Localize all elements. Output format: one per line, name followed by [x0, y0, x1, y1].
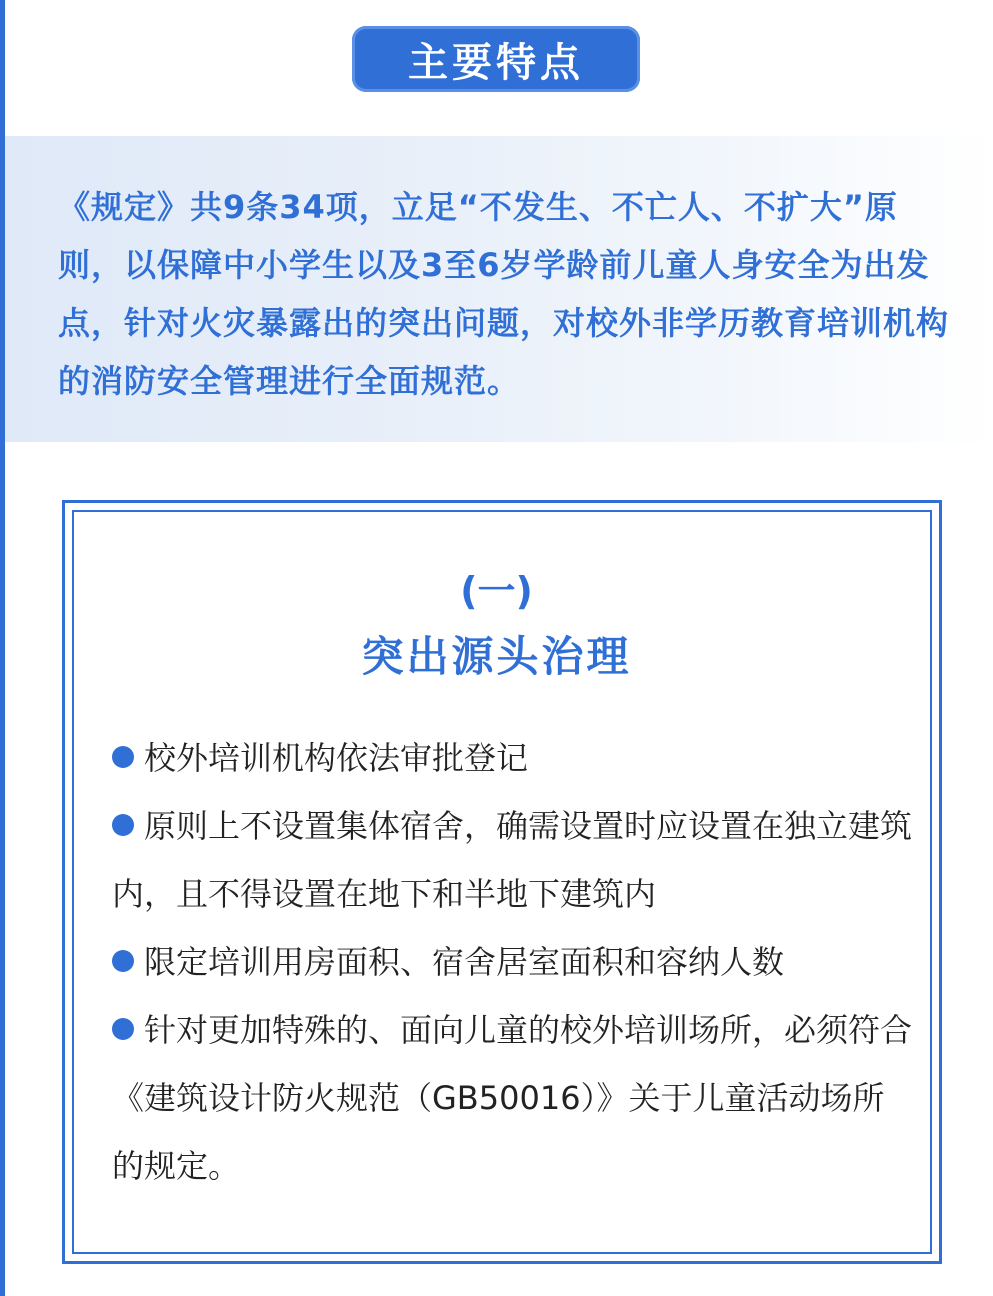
- bullet-dot-icon: [112, 746, 134, 768]
- subsection-number: (一): [460, 569, 533, 613]
- list-item-text: 针对更加特殊的、面向儿童的校外培训场所，必须符合《建筑设计防火规范（GB50016）》关于儿童活动场所的规定。: [112, 1011, 913, 1185]
- intro-paragraph: 《规定》共9条34项，立足“不发生、不亡人、不扩大”原则，以保障中小学生以及3至6岁学龄前儿童人身安全为出发点，针对火灾暴露出的突出问题，对校外非学历教育培训机构的消防安全管理进行全面规范。: [58, 188, 950, 400]
- list-item-text: 限定培训用房面积、宿舍居室面积和容纳人数: [144, 943, 785, 981]
- subsection-title: 突出源头治理: [361, 632, 632, 681]
- bullet-dot-icon: [112, 814, 134, 836]
- list-item: [112, 724, 912, 792]
- list-item-text: 校外培训机构依法审批登记: [144, 739, 529, 777]
- list-item: [112, 928, 912, 996]
- bullet-dot-icon: [112, 950, 134, 972]
- list-item: [112, 996, 912, 1200]
- key-points-list: [112, 724, 912, 1200]
- list-item: [112, 792, 912, 928]
- section-header-title: 主要特点: [408, 39, 584, 86]
- bullet-dot-icon: [112, 1018, 134, 1040]
- list-item-text: 原则上不设置集体宿舍，确需设置时应设置在独立建筑内，且不得设置在地下和半地下建筑内: [112, 807, 913, 913]
- section-header-badge: [352, 26, 640, 92]
